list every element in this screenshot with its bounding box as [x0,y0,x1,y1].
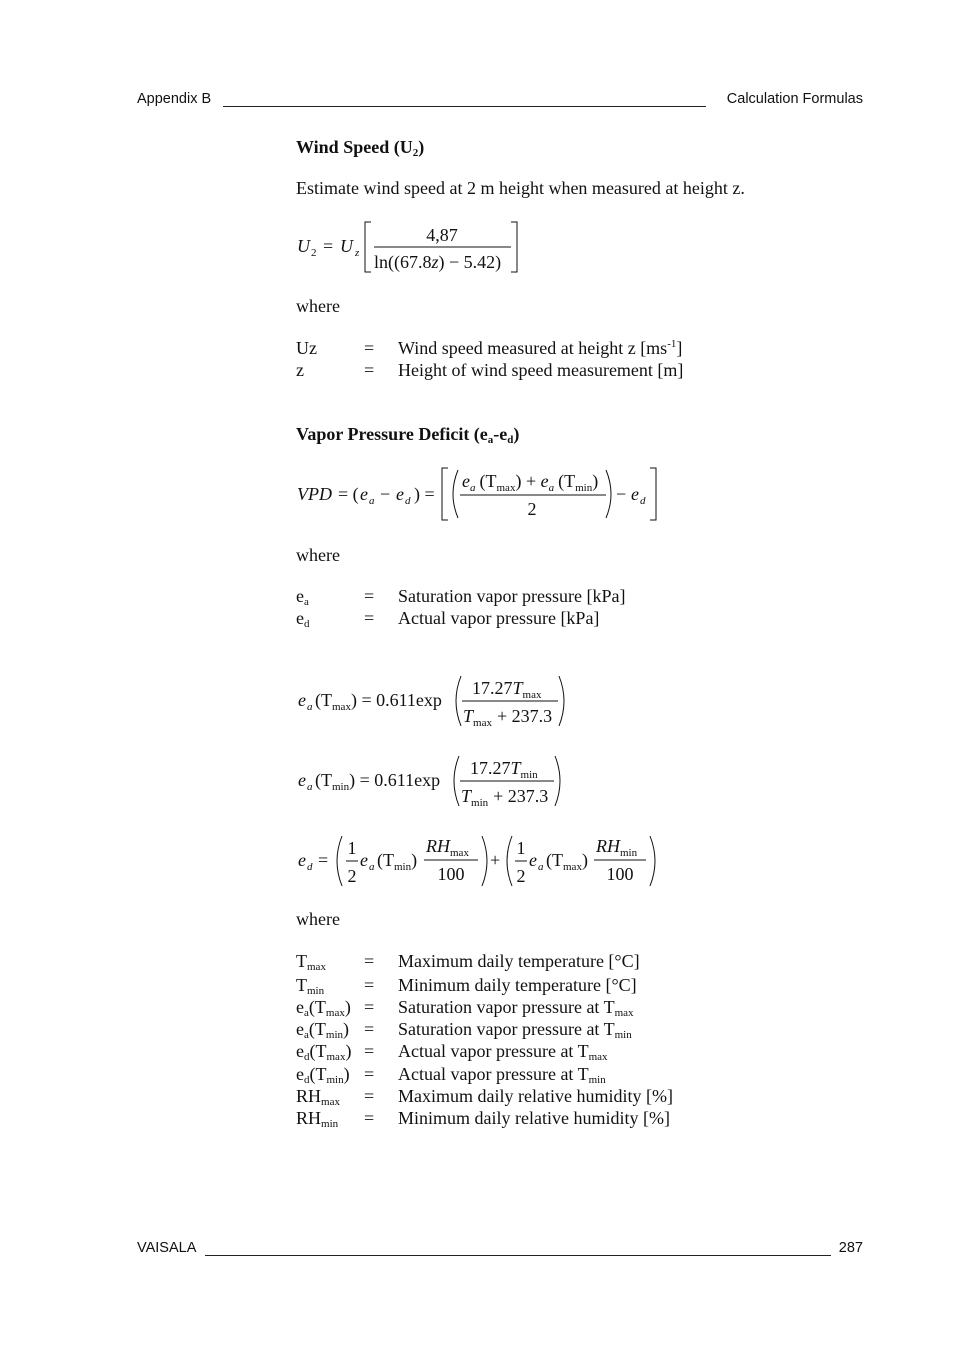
formula-numerator: $RH_{max}$ [426,836,469,859]
header-chapter-title: Calculation Formulas [726,91,863,107]
formula-var: e [360,850,368,870]
definition-symbol: $e_d(T_{max})$ [296,1041,352,1063]
ea-tmin-formula [296,750,586,812]
definition-symbol: $e_a$ [296,586,309,608]
formula-lhs: $(T_{min}) = 0.611\exp$ [315,770,441,793]
formula-sub: z [355,247,360,259]
left-paren [454,756,459,806]
formula-sub: a [369,495,375,507]
right-paren [482,836,487,886]
formula-var: e [529,850,537,870]
definition-equals: = [364,1041,375,1061]
formula-minus: − [380,484,391,504]
formula-plus: + [490,850,501,870]
wind-speed-heading: Wind Speed $(U_2)$ [296,137,425,159]
left-paren [337,836,342,886]
definition-equals: = [364,975,375,995]
where-label: where [296,909,340,929]
definition-description: Actual vapor pressure at $T_{max}$ [398,1041,608,1063]
formula-var: e [631,484,639,504]
formula-sub: 2 [311,247,317,259]
formula-var: e [396,484,404,504]
ed-formula [296,830,666,892]
formula-lhs: $(T_{max}) = 0.611\exp$ [315,690,442,713]
definition-symbol: $T_{max}$ [296,951,326,973]
definition-description: Actual vapor pressure at $T_{min}$ [398,1064,606,1086]
header-section-label: Appendix B [137,91,212,107]
right-bracket [650,468,656,520]
formula-numerator: 4,87 [426,225,458,245]
footer-rule [205,1255,831,1256]
formula-var: VPD [297,484,332,504]
right-paren [555,756,560,806]
page-number: 287 [838,1240,863,1256]
formula-denominator: $T_{max} + 237.3$ [463,706,553,729]
formula-numerator: $RH_{min}$ [596,836,638,859]
ea-tmax-formula [296,670,586,732]
definition-equals: = [364,1019,375,1039]
definition-symbol: $e_d$ [296,608,310,630]
left-bracket [442,468,448,520]
left-bracket [365,222,371,272]
formula-numerator: $17.27T_{max}$ [472,678,542,701]
definition-equals: = [364,1064,375,1084]
definition-description: Saturation vapor pressure at $T_{max}$ [398,997,634,1019]
where-label: where [296,296,340,316]
definition-description: Maximum daily temperature [°C] [398,951,640,971]
where-label: where [296,545,340,565]
fraction-one: 1 [347,838,357,858]
definition-symbol: $T_{min}$ [296,975,325,997]
fraction-two: 2 [516,866,526,886]
formula-var: e [298,690,306,710]
formula-var: U [297,236,310,256]
formula-sub: a [307,781,313,793]
page-header [137,91,863,111]
formula-minus: − [616,484,627,504]
definition-equals: = [364,1108,375,1128]
formula-sub: a [307,701,313,713]
formula-sub: a [369,861,375,873]
definition-description: Wind speed measured at height z $[ms^{-1}]$ [398,338,683,358]
formula-numerator: $e_a$ $(T_{max}) + e_a$ $(T_{min})$ [462,471,599,494]
definition-equals: = [364,360,375,380]
formula-term: $(T_{min})$ [377,850,418,873]
left-paren [456,676,461,726]
right-paren [650,836,655,886]
formula-denominator: 100 [437,864,465,884]
left-paren [507,836,512,886]
definition-symbol: Uz [296,338,317,358]
definition-symbol: z [296,360,304,380]
formula-eq: = [323,236,334,256]
formula-var: e [298,770,306,790]
definition-equals: = [364,997,375,1017]
formula-eq: = [318,850,329,870]
definition-description: Height of wind speed measurement [m] [398,360,684,380]
definition-equals: = [364,951,375,971]
definition-equals: = [364,586,375,606]
vpd-formula [296,462,666,528]
formula-denominator: ln((67.8z) − 5.42) [374,252,502,272]
formula-denominator: $T_{min} + 237.3$ [461,786,549,809]
definition-symbol: $RH_{min}$ [296,1108,339,1130]
definition-symbol: $e_d(T_{min})$ [296,1064,350,1086]
formula-eq: ) = [414,484,435,504]
fraction-one: 1 [516,838,526,858]
right-paren [606,470,611,518]
definition-description: Actual vapor pressure [kPa] [398,608,600,628]
definition-symbol: $e_a(T_{max})$ [296,997,351,1019]
definition-description: Saturation vapor pressure at $T_{min}$ [398,1019,632,1041]
formula-var: e [360,484,368,504]
right-paren [559,676,564,726]
vpd-heading: Vapor Pressure Deficit $(e_a-e_d)$ [296,424,520,446]
definition-equals: = [364,1086,375,1106]
definition-equals: = [364,338,375,358]
definition-equals: = [364,608,375,628]
definition-symbol: $e_a(T_{min})$ [296,1019,350,1041]
definition-description: Minimum daily relative humidity [%] [398,1108,670,1128]
fraction-two: 2 [347,866,357,886]
definition-description: Maximum daily relative humidity [%] [398,1086,673,1106]
page-footer [137,1240,863,1260]
formula-var: U [340,236,353,256]
wind-speed-intro: Estimate wind speed at 2 m height when measured at height z. [296,178,745,198]
formula-term: $(T_{max})$ [546,850,588,873]
right-bracket [511,222,517,272]
wind-speed-formula [296,214,536,280]
formula-var: e [298,850,306,870]
formula-sub: d [640,495,646,507]
header-rule [223,106,706,107]
footer-company: VAISALA [137,1240,197,1256]
formula-eq: = ( [338,484,359,504]
definition-description: Saturation vapor pressure [kPa] [398,586,626,606]
definition-symbol: $RH_{max}$ [296,1086,340,1108]
formula-sub: d [307,861,313,873]
formula-sub: a [538,861,544,873]
formula-denominator: 100 [606,864,634,884]
formula-numerator: $17.27T_{min}$ [470,758,538,781]
definition-description: Minimum daily temperature [°C] [398,975,637,995]
formula-denominator: 2 [527,499,537,519]
formula-sub: d [405,495,411,507]
left-paren [453,470,458,518]
